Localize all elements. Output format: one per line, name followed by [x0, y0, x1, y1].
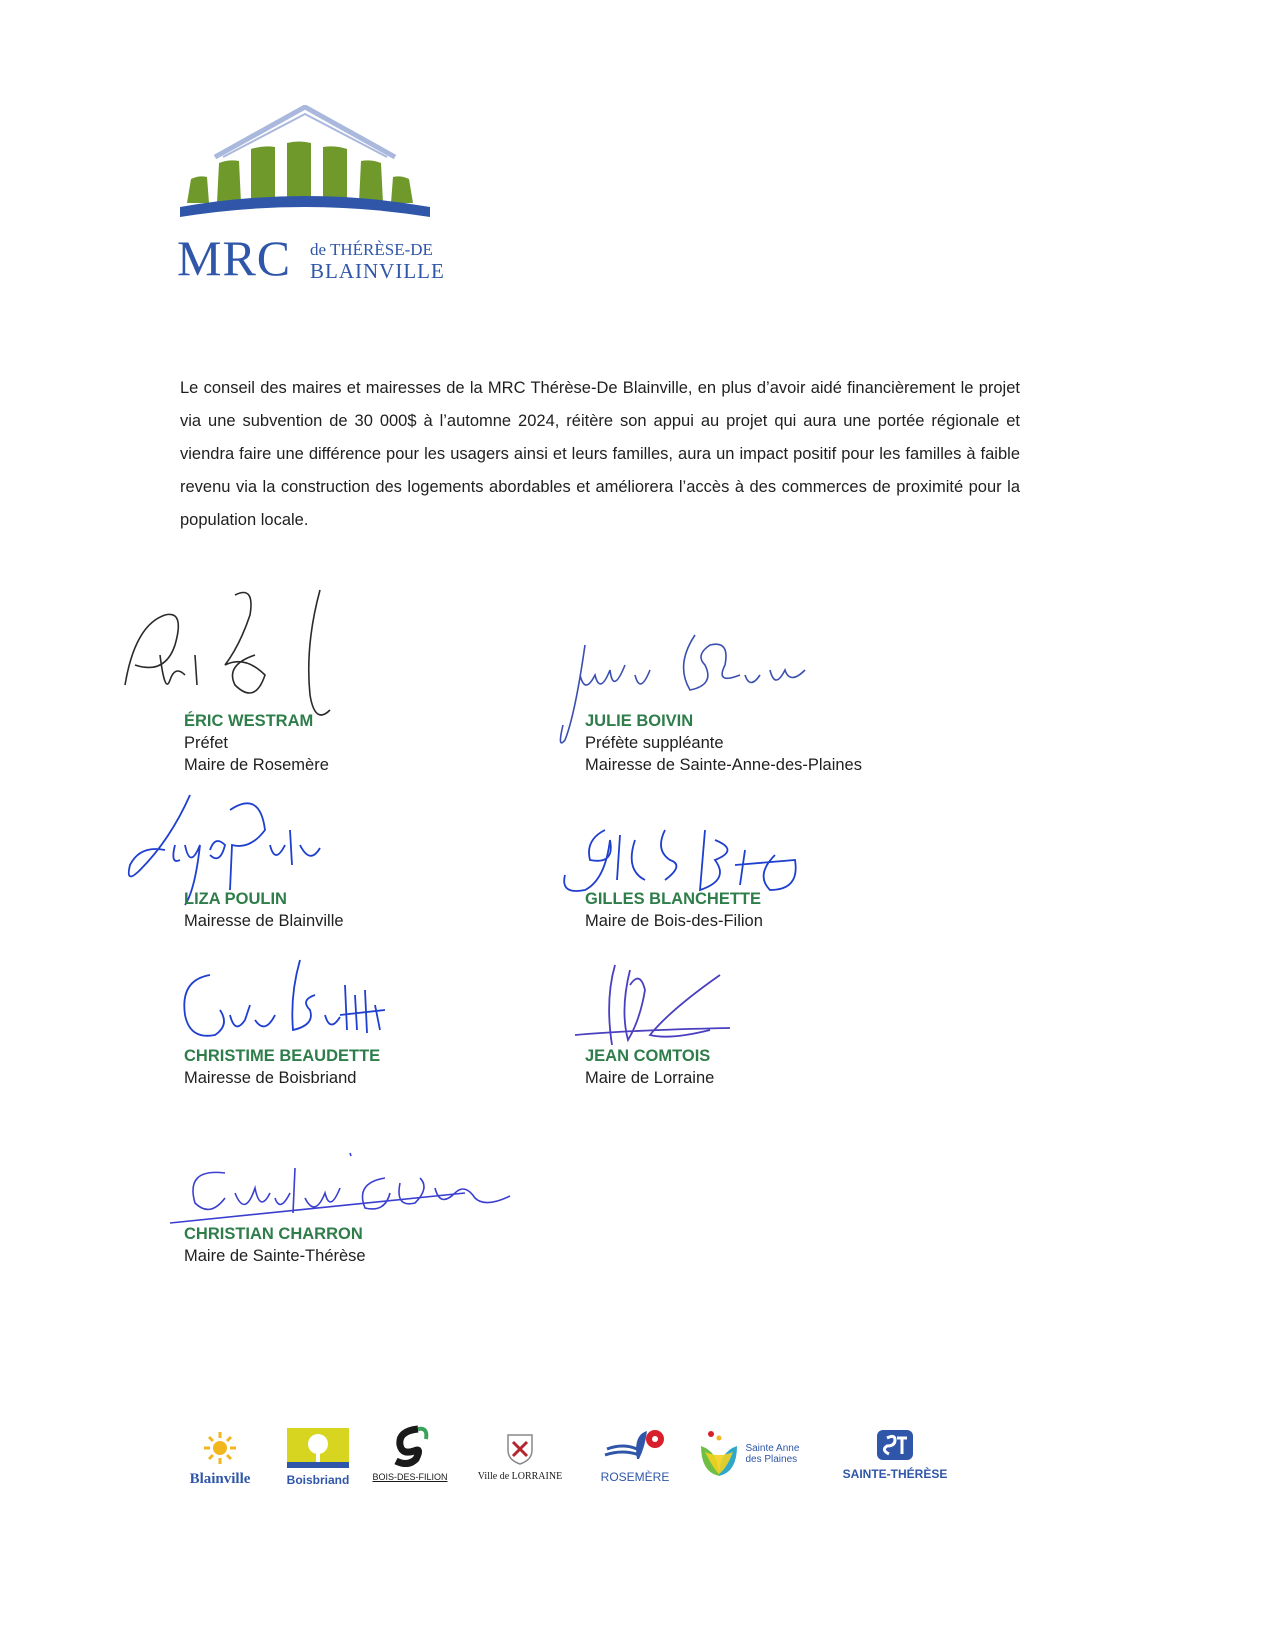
footer-logo-label: Blainville [189, 1471, 251, 1487]
signatory-block [585, 710, 862, 776]
leaf-s-icon [388, 1425, 432, 1467]
footer-logo-blainville [175, 1430, 265, 1488]
signatory-name: GILLES BLANCHETTE [585, 890, 761, 908]
signatory-role: Maire de Sainte-Thérèse [184, 1247, 366, 1265]
signatory-block [585, 888, 763, 932]
footer-logo-lorraine [470, 1432, 570, 1482]
footer-logo-bois-des-filion [365, 1425, 455, 1482]
footer-logo-label: Ville de LORRAINE [477, 1471, 563, 1482]
logo-subtitle-top: de THÉRÈSE-DE [310, 240, 433, 259]
footer-logo-sainte-therese [835, 1428, 955, 1481]
mrc-building-icon [175, 105, 435, 235]
signatory-block [184, 1045, 380, 1089]
footer-logo-label: Sainte Anne des Plaines [745, 1443, 800, 1465]
st-shield-icon [875, 1428, 915, 1462]
signatory-name: JEAN COMTOIS [585, 1047, 711, 1065]
signatory-role: Mairesse de Boisbriand [184, 1069, 357, 1087]
footer-logo-rosemere [590, 1425, 680, 1484]
signatory-block [585, 1045, 714, 1089]
footer-logo-label: BOIS-DES-FILION [372, 1472, 448, 1482]
wave-flower-icon [603, 1425, 667, 1465]
signatory-name: CHRISTIAN CHARRON [184, 1225, 363, 1243]
footer-logo-label: ROSEMÈRE [600, 1470, 670, 1484]
signature-christian-charron [165, 1148, 525, 1233]
signatory-name: CHRISTIME BEAUDETTE [184, 1047, 381, 1065]
signatory-block [184, 888, 344, 932]
signatory-name: JULIE BOIVIN [585, 712, 694, 730]
leaf-cluster-icon [697, 1428, 741, 1480]
body-paragraph: Le conseil des maires et mairesses de la MRC Thérèse-De Blainville, en plus d’avoir aidé financièrement le projet via une subvention de 30 000$ à l’automne 2024, réitère son appui au projet qui aura une portée régionale et viendra faire une différence pour les usagers ainsi et leurs familles, aura un impact positif pour les familles à faible revenu via la construction des logements abordables et améliorera l’accès à des commerces de proximité pour la population locale. [180, 379, 1020, 529]
logo-subtitle-bottom: BLAINVILLE [310, 259, 445, 283]
signatory-role: Maire de Lorraine [585, 1069, 715, 1087]
footer-logo-sainte-anne-des-plaines [697, 1428, 817, 1480]
signature-christime-beaudette [175, 955, 395, 1055]
footer-logo-label: Boisbriand [286, 1473, 350, 1487]
signatory-name: ÉRIC WESTRAM [184, 712, 314, 730]
signatory-role: Mairesse de Blainville [184, 912, 344, 930]
tree-icon [287, 1428, 349, 1468]
signatory-role: Maire de Bois-des-Filion [585, 912, 763, 930]
footer-logo-boisbriand [278, 1428, 358, 1487]
signatory-title: Préfète suppléante [585, 734, 724, 752]
footer-logo-label: SAINTE-THÉRÈSE [842, 1467, 948, 1481]
signatory-name: LIZA POULIN [184, 890, 287, 908]
sun-flower-icon [200, 1430, 240, 1466]
signatory-block [184, 710, 329, 776]
mrc-logo [175, 105, 445, 286]
signatory-block [184, 1223, 366, 1267]
signatory-title: Préfet [184, 734, 229, 752]
signatory-role: Mairesse de Sainte-Anne-des-Plaines [585, 756, 862, 774]
signatory-role: Maire de Rosemère [184, 756, 329, 774]
logo-mrc-text: MRC [177, 230, 292, 286]
crest-icon [505, 1432, 535, 1466]
